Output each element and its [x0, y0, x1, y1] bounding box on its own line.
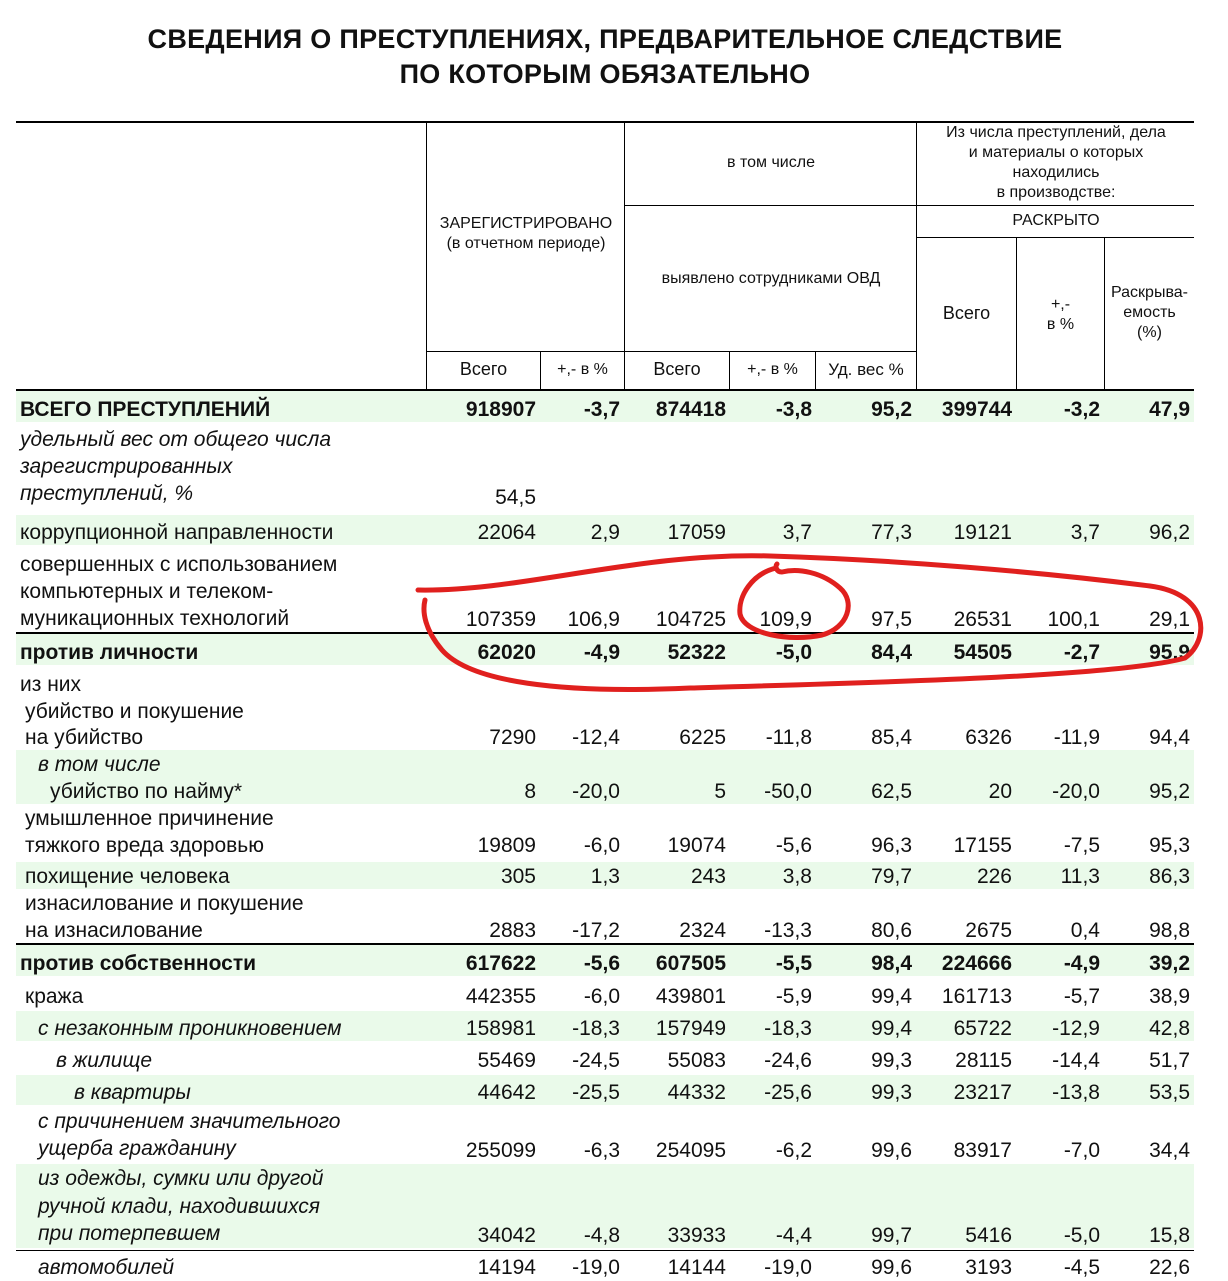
row-cars: автомобилей 14194 -19,0 14144 -19,0 99,6 3193 -4,5 22,6	[38, 1256, 1190, 1279]
header-divider	[426, 121, 427, 390]
title-line-2: ПО КОТОРЫМ ОБЯЗАТЕЛЬНО	[399, 59, 811, 89]
row-kidnapping: похищение человека 305 1,3 243 3,8 79,7 226 11,3 86,3	[16, 862, 1194, 889]
row-against-property: против собственности 617622 -5,6 607505 -5,5 98,4 224666 -4,9 39,2	[16, 945, 1194, 976]
row-rape: изнасилование и покушение на изнасилование 2883 -17,2 2324 -13,3 80,6 2675 0,4 98,8	[25, 892, 1190, 942]
header-solved-total: Всего	[942, 303, 991, 323]
row-dwelling: в жилище 55469 -24,5 55083 -24,6 99,3 28115 -14,4 51,7	[56, 1049, 1190, 1072]
header-of-which: Из числа преступлений, дела и материалы о которых находились в производстве:	[946, 124, 1166, 201]
row-it-crimes: совершенных с использованием компьютерных и телеком- муникационных технологий 107359 106,9 104725 109,9 97,5 26531 100,1 29,1	[20, 553, 1190, 631]
row-pickpocketing: из одежды, сумки или другой ручной клади, находившихся при потерпевшем 34042 -4,8 33933 -4,4 99,7 5416 -5,0 15,8	[16, 1164, 1194, 1248]
header-divider	[916, 205, 1194, 206]
title-line-1: СВЕДЕНИЯ О ПРЕСТУПЛЕНИЯХ, ПРЕДВАРИТЕЛЬНОЕ СЛЕДСТВИЕ	[147, 24, 1063, 54]
header-total: Всего	[459, 359, 508, 379]
header-detected-total: Всего	[653, 359, 701, 379]
row-apartments: в квартиры 44642 -25,5 44332 -25,6 99,3 23217 -13,8 53,5	[16, 1075, 1194, 1105]
row-grievous-harm: умышленное причинение тяжкого вреда здоровью 19809 -6,0 19074 -5,6 96,3 17155 -7,5 95,3	[25, 807, 1190, 857]
header-divider	[916, 121, 917, 390]
header-solve-rate: Раскрыва- емость (%)	[1111, 284, 1188, 341]
row-contract-murder: в том числе убийство по найму* 8 -20,0 5 -50,0 62,5 20 -20,0 95,2	[16, 750, 1194, 804]
header-solved-change: +,- в %	[1046, 296, 1075, 333]
header-divider	[426, 351, 916, 352]
row-theft: кража 442355 -6,0 439801 -5,9 99,4 161713 -5,7 38,9	[25, 985, 1190, 1008]
row-significant-damage: с причинением значительного ущерба гражданину 255099 -6,3 254095 -6,2 99,6 83917 -7,0 34,4	[38, 1110, 1190, 1162]
header-detected-ovd: выявлено сотрудниками ОВД	[661, 270, 881, 287]
header-divider	[624, 205, 916, 206]
row-share-of-registered: удельный вес от общего числа зарегистрированных преступлений, % 54,5	[20, 428, 536, 509]
row-murder: из них убийство и покушение на убийство 7290 -12,4 6225 -11,8 85,4 6326 -11,9 94,4	[20, 673, 1190, 749]
header-solved: РАСКРЫТО	[1012, 212, 1100, 229]
row-corruption: коррупционной направленности 22064 2,9 17059 3,7 77,3 19121 3,7 96,2	[16, 515, 1194, 545]
header-change-pct: +,- в %	[557, 361, 608, 378]
header-registered: ЗАРЕГИСТРИРОВАНО (в отчетном периоде)	[439, 215, 613, 252]
page-title	[0, 22, 1210, 92]
row-burglary: с незаконным проникновением 158981 -18,3 157949 -18,3 99,4 65722 -12,9 42,8	[16, 1011, 1194, 1041]
row-total-crimes: ВСЕГО ПРЕСТУПЛЕНИЙ 918907 -3,7 874418 -3,8 95,2 399744 -3,2 47,9	[16, 391, 1194, 422]
row-against-person: против личности 62020 -4,9 52322 -5,0 84,4 54505 -2,7 95,9	[16, 634, 1194, 665]
header-divider	[624, 121, 625, 390]
header-divider	[916, 237, 1194, 238]
header-including: в том числе	[727, 154, 815, 171]
header-share-pct: Уд. вес %	[828, 360, 904, 379]
header-detected-change-pct: +,- в %	[747, 361, 798, 378]
